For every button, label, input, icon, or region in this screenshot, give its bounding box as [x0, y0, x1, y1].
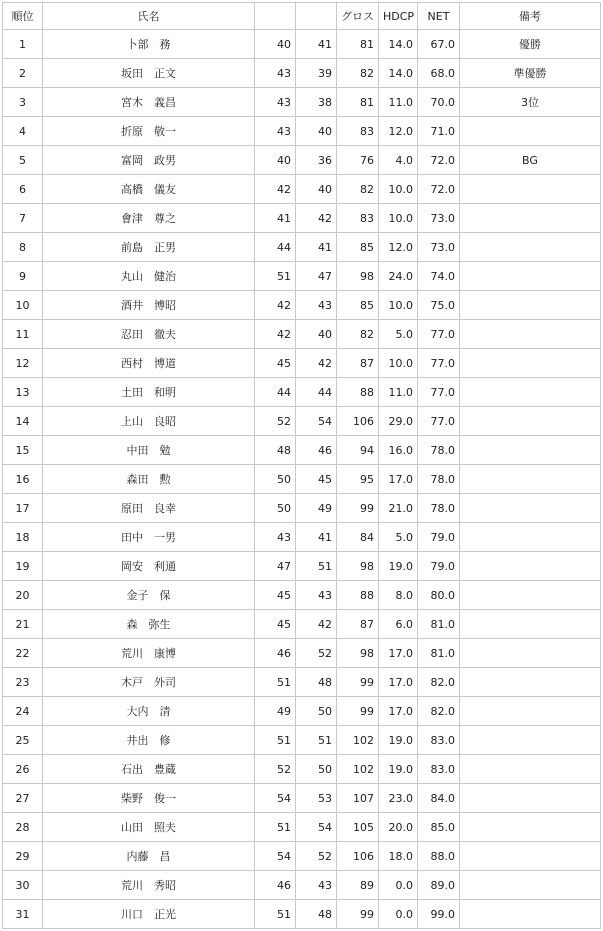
table-row — [3, 494, 601, 523]
rank-cell: 28 — [3, 813, 43, 842]
table-row — [3, 30, 601, 59]
table-row — [3, 117, 601, 146]
in-score-cell: 53 — [296, 784, 337, 813]
rank-cell: 8 — [3, 233, 43, 262]
name-cell: 忍田 徹夫 — [43, 320, 255, 349]
table-row — [3, 813, 601, 842]
name-cell: 荒川 康博 — [43, 639, 255, 668]
header-row — [3, 3, 601, 30]
remarks-cell — [460, 900, 601, 929]
out-score-cell: 42 — [255, 320, 296, 349]
name-cell: 森 弥生 — [43, 610, 255, 639]
gross-cell: 82 — [337, 320, 379, 349]
remarks-cell — [460, 494, 601, 523]
hdcp-cell: 5.0 — [379, 523, 418, 552]
name-cell: 折原 敬一 — [43, 117, 255, 146]
in-score-cell: 46 — [296, 436, 337, 465]
hdcp-cell: 24.0 — [379, 262, 418, 291]
header-name: 氏名 — [43, 3, 255, 30]
gross-cell: 106 — [337, 407, 379, 436]
hdcp-cell: 21.0 — [379, 494, 418, 523]
hdcp-cell: 18.0 — [379, 842, 418, 871]
hdcp-cell: 11.0 — [379, 88, 418, 117]
gross-cell: 98 — [337, 639, 379, 668]
remarks-cell — [460, 552, 601, 581]
remarks-cell: BG — [460, 146, 601, 175]
rank-cell: 1 — [3, 30, 43, 59]
out-score-cell: 54 — [255, 842, 296, 871]
hdcp-cell: 12.0 — [379, 117, 418, 146]
gross-cell: 83 — [337, 204, 379, 233]
table-row — [3, 436, 601, 465]
remarks-cell — [460, 668, 601, 697]
net-cell: 75.0 — [418, 291, 460, 320]
hdcp-cell: 12.0 — [379, 233, 418, 262]
hdcp-cell: 17.0 — [379, 639, 418, 668]
rank-cell: 27 — [3, 784, 43, 813]
rank-cell: 19 — [3, 552, 43, 581]
hdcp-cell: 19.0 — [379, 552, 418, 581]
gross-cell: 99 — [337, 494, 379, 523]
in-score-cell: 49 — [296, 494, 337, 523]
net-cell: 81.0 — [418, 639, 460, 668]
out-score-cell: 43 — [255, 59, 296, 88]
name-cell: 森田 勲 — [43, 465, 255, 494]
in-score-cell: 48 — [296, 668, 337, 697]
name-cell: 丸山 健治 — [43, 262, 255, 291]
rank-cell: 11 — [3, 320, 43, 349]
name-cell: 柴野 俊一 — [43, 784, 255, 813]
net-cell: 72.0 — [418, 175, 460, 204]
out-score-cell: 54 — [255, 784, 296, 813]
gross-cell: 81 — [337, 30, 379, 59]
hdcp-cell: 10.0 — [379, 204, 418, 233]
table-row — [3, 523, 601, 552]
hdcp-cell: 10.0 — [379, 349, 418, 378]
in-score-cell: 43 — [296, 581, 337, 610]
remarks-cell — [460, 291, 601, 320]
out-score-cell: 41 — [255, 204, 296, 233]
remarks-cell — [460, 755, 601, 784]
name-cell: 山田 照夫 — [43, 813, 255, 842]
name-cell: 木戸 外司 — [43, 668, 255, 697]
remarks-cell — [460, 349, 601, 378]
hdcp-cell: 4.0 — [379, 146, 418, 175]
rank-cell: 12 — [3, 349, 43, 378]
out-score-cell: 44 — [255, 378, 296, 407]
net-cell: 85.0 — [418, 813, 460, 842]
hdcp-cell: 23.0 — [379, 784, 418, 813]
rank-cell: 16 — [3, 465, 43, 494]
rank-cell: 9 — [3, 262, 43, 291]
header-rank: 順位 — [3, 3, 43, 30]
gross-cell: 88 — [337, 581, 379, 610]
gross-cell: 82 — [337, 175, 379, 204]
hdcp-cell: 6.0 — [379, 610, 418, 639]
out-score-cell: 51 — [255, 813, 296, 842]
gross-cell: 106 — [337, 842, 379, 871]
net-cell: 78.0 — [418, 436, 460, 465]
remarks-cell: 準優勝 — [460, 59, 601, 88]
name-cell: 石出 豊蔵 — [43, 755, 255, 784]
net-cell: 78.0 — [418, 465, 460, 494]
out-score-cell: 50 — [255, 494, 296, 523]
remarks-cell — [460, 407, 601, 436]
name-cell: 富岡 政男 — [43, 146, 255, 175]
hdcp-cell: 17.0 — [379, 668, 418, 697]
remarks-cell — [460, 117, 601, 146]
rank-cell: 22 — [3, 639, 43, 668]
in-score-cell: 50 — [296, 755, 337, 784]
hdcp-cell: 0.0 — [379, 871, 418, 900]
gross-cell: 105 — [337, 813, 379, 842]
table-row — [3, 784, 601, 813]
out-score-cell: 51 — [255, 900, 296, 929]
table-row — [3, 204, 601, 233]
net-cell: 77.0 — [418, 349, 460, 378]
name-cell: 酒井 博昭 — [43, 291, 255, 320]
gross-cell: 95 — [337, 465, 379, 494]
remarks-cell — [460, 320, 601, 349]
table-row — [3, 639, 601, 668]
name-cell: 大内 清 — [43, 697, 255, 726]
in-score-cell: 41 — [296, 30, 337, 59]
net-cell: 82.0 — [418, 697, 460, 726]
remarks-cell — [460, 639, 601, 668]
net-cell: 73.0 — [418, 204, 460, 233]
remarks-cell — [460, 262, 601, 291]
net-cell: 83.0 — [418, 755, 460, 784]
in-score-cell: 47 — [296, 262, 337, 291]
rank-cell: 7 — [3, 204, 43, 233]
out-score-cell: 45 — [255, 581, 296, 610]
name-cell: 前島 正男 — [43, 233, 255, 262]
rank-cell: 3 — [3, 88, 43, 117]
name-cell: 原田 良幸 — [43, 494, 255, 523]
results-table — [2, 2, 601, 929]
gross-cell: 76 — [337, 146, 379, 175]
table-row — [3, 407, 601, 436]
gross-cell: 82 — [337, 59, 379, 88]
table-row — [3, 349, 601, 378]
hdcp-cell: 11.0 — [379, 378, 418, 407]
rank-cell: 10 — [3, 291, 43, 320]
table-row — [3, 581, 601, 610]
remarks-cell — [460, 784, 601, 813]
rank-cell: 20 — [3, 581, 43, 610]
gross-cell: 102 — [337, 755, 379, 784]
header-in — [296, 3, 337, 30]
table-row — [3, 146, 601, 175]
remarks-cell — [460, 436, 601, 465]
in-score-cell: 48 — [296, 900, 337, 929]
name-cell: 卜部 務 — [43, 30, 255, 59]
remarks-cell — [460, 842, 601, 871]
in-score-cell: 42 — [296, 204, 337, 233]
name-cell: 宮木 義昌 — [43, 88, 255, 117]
hdcp-cell: 10.0 — [379, 175, 418, 204]
hdcp-cell: 14.0 — [379, 59, 418, 88]
hdcp-cell: 20.0 — [379, 813, 418, 842]
table-header — [3, 3, 601, 30]
net-cell: 84.0 — [418, 784, 460, 813]
rank-cell: 29 — [3, 842, 43, 871]
out-score-cell: 40 — [255, 30, 296, 59]
in-score-cell: 50 — [296, 697, 337, 726]
in-score-cell: 54 — [296, 407, 337, 436]
name-cell: 高橋 儀友 — [43, 175, 255, 204]
net-cell: 77.0 — [418, 407, 460, 436]
gross-cell: 99 — [337, 668, 379, 697]
hdcp-cell: 14.0 — [379, 30, 418, 59]
remarks-cell — [460, 175, 601, 204]
table-row — [3, 842, 601, 871]
table-row — [3, 900, 601, 929]
in-score-cell: 42 — [296, 610, 337, 639]
in-score-cell: 52 — [296, 842, 337, 871]
out-score-cell: 51 — [255, 668, 296, 697]
remarks-cell — [460, 465, 601, 494]
table-row — [3, 668, 601, 697]
in-score-cell: 51 — [296, 552, 337, 581]
rank-cell: 24 — [3, 697, 43, 726]
table-row — [3, 378, 601, 407]
in-score-cell: 36 — [296, 146, 337, 175]
gross-cell: 99 — [337, 697, 379, 726]
name-cell: 井出 修 — [43, 726, 255, 755]
net-cell: 89.0 — [418, 871, 460, 900]
gross-cell: 87 — [337, 349, 379, 378]
in-score-cell: 41 — [296, 233, 337, 262]
out-score-cell: 43 — [255, 88, 296, 117]
out-score-cell: 51 — [255, 726, 296, 755]
name-cell: 内藤 昌 — [43, 842, 255, 871]
name-cell: 中田 勉 — [43, 436, 255, 465]
in-score-cell: 43 — [296, 291, 337, 320]
remarks-cell — [460, 726, 601, 755]
gross-cell: 99 — [337, 900, 379, 929]
gross-cell: 83 — [337, 117, 379, 146]
in-score-cell: 40 — [296, 117, 337, 146]
in-score-cell: 44 — [296, 378, 337, 407]
header-net: NET — [418, 3, 460, 30]
remarks-cell — [460, 581, 601, 610]
table-row — [3, 610, 601, 639]
net-cell: 79.0 — [418, 552, 460, 581]
out-score-cell: 52 — [255, 407, 296, 436]
rank-cell: 13 — [3, 378, 43, 407]
in-score-cell: 51 — [296, 726, 337, 755]
out-score-cell: 49 — [255, 697, 296, 726]
net-cell: 79.0 — [418, 523, 460, 552]
net-cell: 71.0 — [418, 117, 460, 146]
name-cell: 西村 博道 — [43, 349, 255, 378]
remarks-cell — [460, 610, 601, 639]
rank-cell: 31 — [3, 900, 43, 929]
out-score-cell: 52 — [255, 755, 296, 784]
remarks-cell: 優勝 — [460, 30, 601, 59]
in-score-cell: 39 — [296, 59, 337, 88]
out-score-cell: 42 — [255, 291, 296, 320]
out-score-cell: 42 — [255, 175, 296, 204]
gross-cell: 87 — [337, 610, 379, 639]
gross-cell: 89 — [337, 871, 379, 900]
out-score-cell: 46 — [255, 639, 296, 668]
gross-cell: 81 — [337, 88, 379, 117]
name-cell: 上山 良昭 — [43, 407, 255, 436]
table-row — [3, 871, 601, 900]
header-gross: グロス — [337, 3, 379, 30]
rank-cell: 25 — [3, 726, 43, 755]
remarks-cell: 3位 — [460, 88, 601, 117]
in-score-cell: 38 — [296, 88, 337, 117]
rank-cell: 21 — [3, 610, 43, 639]
table-row — [3, 726, 601, 755]
hdcp-cell: 19.0 — [379, 726, 418, 755]
in-score-cell: 43 — [296, 871, 337, 900]
net-cell: 67.0 — [418, 30, 460, 59]
name-cell: 會津 尊之 — [43, 204, 255, 233]
table-row — [3, 697, 601, 726]
in-score-cell: 42 — [296, 349, 337, 378]
table-row — [3, 755, 601, 784]
in-score-cell: 52 — [296, 639, 337, 668]
out-score-cell: 46 — [255, 871, 296, 900]
net-cell: 70.0 — [418, 88, 460, 117]
rank-cell: 5 — [3, 146, 43, 175]
net-cell: 73.0 — [418, 233, 460, 262]
out-score-cell: 45 — [255, 349, 296, 378]
gross-cell: 85 — [337, 233, 379, 262]
rank-cell: 26 — [3, 755, 43, 784]
net-cell: 81.0 — [418, 610, 460, 639]
table-row — [3, 262, 601, 291]
hdcp-cell: 10.0 — [379, 291, 418, 320]
hdcp-cell: 5.0 — [379, 320, 418, 349]
rank-cell: 14 — [3, 407, 43, 436]
header-hdcp: HDCP — [379, 3, 418, 30]
table-row — [3, 465, 601, 494]
gross-cell: 102 — [337, 726, 379, 755]
in-score-cell: 41 — [296, 523, 337, 552]
name-cell: 岡安 利通 — [43, 552, 255, 581]
rank-cell: 15 — [3, 436, 43, 465]
remarks-cell — [460, 204, 601, 233]
gross-cell: 94 — [337, 436, 379, 465]
out-score-cell: 43 — [255, 117, 296, 146]
gross-cell: 98 — [337, 262, 379, 291]
hdcp-cell: 17.0 — [379, 697, 418, 726]
rank-cell: 17 — [3, 494, 43, 523]
net-cell: 88.0 — [418, 842, 460, 871]
header-remarks: 備考 — [460, 3, 601, 30]
rank-cell: 4 — [3, 117, 43, 146]
out-score-cell: 44 — [255, 233, 296, 262]
out-score-cell: 48 — [255, 436, 296, 465]
out-score-cell: 40 — [255, 146, 296, 175]
net-cell: 83.0 — [418, 726, 460, 755]
in-score-cell: 40 — [296, 320, 337, 349]
rank-cell: 6 — [3, 175, 43, 204]
out-score-cell: 45 — [255, 610, 296, 639]
rank-cell: 2 — [3, 59, 43, 88]
remarks-cell — [460, 697, 601, 726]
out-score-cell: 47 — [255, 552, 296, 581]
net-cell: 99.0 — [418, 900, 460, 929]
name-cell: 川口 正光 — [43, 900, 255, 929]
net-cell: 82.0 — [418, 668, 460, 697]
hdcp-cell: 8.0 — [379, 581, 418, 610]
table-row — [3, 59, 601, 88]
net-cell: 74.0 — [418, 262, 460, 291]
name-cell: 坂田 正文 — [43, 59, 255, 88]
in-score-cell: 45 — [296, 465, 337, 494]
name-cell: 土田 和明 — [43, 378, 255, 407]
net-cell: 78.0 — [418, 494, 460, 523]
in-score-cell: 40 — [296, 175, 337, 204]
remarks-cell — [460, 813, 601, 842]
in-score-cell: 54 — [296, 813, 337, 842]
table-row — [3, 552, 601, 581]
net-cell: 77.0 — [418, 378, 460, 407]
hdcp-cell: 19.0 — [379, 755, 418, 784]
gross-cell: 88 — [337, 378, 379, 407]
net-cell: 77.0 — [418, 320, 460, 349]
hdcp-cell: 17.0 — [379, 465, 418, 494]
net-cell: 68.0 — [418, 59, 460, 88]
out-score-cell: 51 — [255, 262, 296, 291]
rank-cell: 23 — [3, 668, 43, 697]
hdcp-cell: 16.0 — [379, 436, 418, 465]
out-score-cell: 43 — [255, 523, 296, 552]
gross-cell: 85 — [337, 291, 379, 320]
table-row — [3, 320, 601, 349]
remarks-cell — [460, 871, 601, 900]
table-row — [3, 233, 601, 262]
remarks-cell — [460, 378, 601, 407]
table-row — [3, 175, 601, 204]
name-cell: 田中 一男 — [43, 523, 255, 552]
table-body — [3, 30, 601, 929]
hdcp-cell: 0.0 — [379, 900, 418, 929]
net-cell: 80.0 — [418, 581, 460, 610]
gross-cell: 98 — [337, 552, 379, 581]
rank-cell: 18 — [3, 523, 43, 552]
gross-cell: 107 — [337, 784, 379, 813]
name-cell: 荒川 秀昭 — [43, 871, 255, 900]
hdcp-cell: 29.0 — [379, 407, 418, 436]
table-row — [3, 291, 601, 320]
header-out — [255, 3, 296, 30]
name-cell: 金子 保 — [43, 581, 255, 610]
remarks-cell — [460, 523, 601, 552]
table-row — [3, 88, 601, 117]
gross-cell: 84 — [337, 523, 379, 552]
remarks-cell — [460, 233, 601, 262]
out-score-cell: 50 — [255, 465, 296, 494]
rank-cell: 30 — [3, 871, 43, 900]
net-cell: 72.0 — [418, 146, 460, 175]
